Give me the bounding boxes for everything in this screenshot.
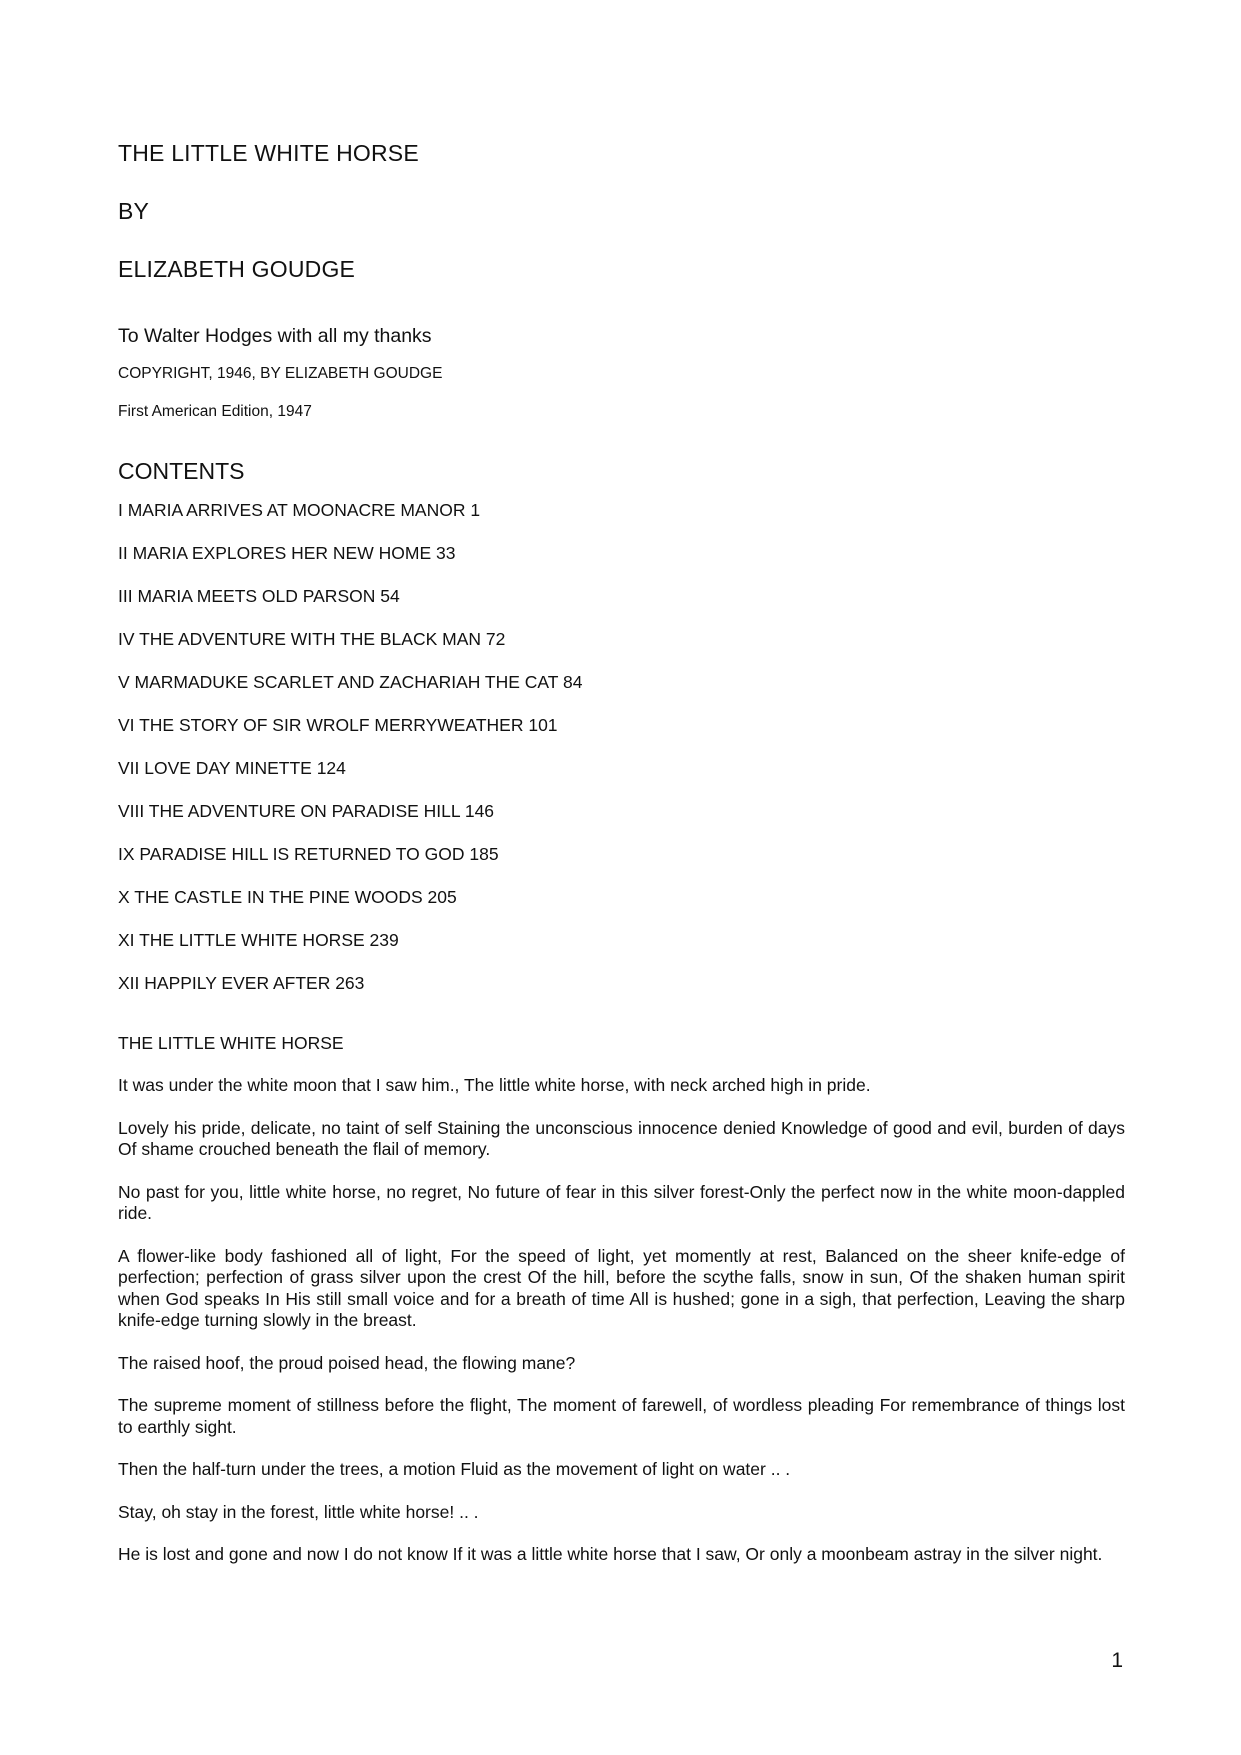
dedication: To Walter Hodges with all my thanks: [118, 325, 432, 347]
poem-stanza: Then the half-turn under the trees, a motion Fluid as the movement of light on water .. .: [118, 1459, 791, 1479]
poem: [118, 1032, 1125, 1566]
contents-entry: I MARIA ARRIVES AT MOONACRE MANOR 1: [118, 500, 481, 520]
contents-heading: CONTENTS: [118, 458, 245, 484]
poem-stanza: The supreme moment of stillness before the flight, The moment of farewell, of wordless pleading For remembrance of things lost to earthly sight.: [118, 1395, 1125, 1437]
contents-entry: XI THE LITTLE WHITE HORSE 239: [118, 930, 399, 950]
contents-entry: XII HAPPILY EVER AFTER 263: [118, 973, 365, 993]
edition-notice: First American Edition, 1947: [118, 403, 312, 420]
contents-entry: II MARIA EXPLORES HER NEW HOME 33: [118, 543, 456, 563]
page-number: 1: [1111, 1649, 1123, 1672]
contents-entry: IX PARADISE HILL IS RETURNED TO GOD 185: [118, 844, 499, 864]
contents-list: [118, 499, 1125, 994]
contents-entry: VIII THE ADVENTURE ON PARADISE HILL 146: [118, 801, 495, 821]
poem-stanza: No past for you, little white horse, no regret, No future of fear in this silver forest-Only the perfect now in the white moon-dappled ride.: [118, 1181, 1125, 1223]
poem-stanza: It was under the white moon that I saw him., The little white horse, with neck arched high in pride.: [118, 1075, 871, 1095]
contents-entry: VI THE STORY OF SIR WROLF MERRYWEATHER 101: [118, 715, 558, 735]
poem-stanza: Stay, oh stay in the forest, little white horse! .. .: [118, 1501, 479, 1522]
table-of-contents: [118, 456, 1125, 994]
poem-stanza: Lovely his pride, delicate, no taint of self Staining the unconscious innocence denied Knowledge of good and evil, burden of days Of shame crouched beneath the flail of memory.: [118, 1117, 1125, 1159]
contents-entry: IV THE ADVENTURE WITH THE BLACK MAN 72: [118, 629, 506, 649]
by-line: BY: [118, 198, 150, 224]
poem-stanza: The raised hoof, the proud poised head, the flowing mane?: [118, 1352, 576, 1373]
poem-stanza: A flower-like body fashioned all of light, For the speed of light, yet momently at rest, Balanced on the sheer knife-edge of perfection; perfection of grass silver upon the crest Of the hill, before the scythe falls, snow in sun, Of the shaken human spirit when God speaks In His still small voice and for a breath of time All is hushed; gone in a sigh, that perfection, Leaving the sharp knife-edge turning slowly in the breast.: [118, 1245, 1125, 1330]
poem-stanza: He is lost and gone and now I do not know If it was a little white horse that I saw, Or only a moonbeam astray in the silver night.: [118, 1544, 1103, 1564]
poem-title: THE LITTLE WHITE HORSE: [118, 1033, 344, 1053]
front-matter: [118, 324, 1125, 422]
title-block: [118, 138, 1125, 284]
author-name: ELIZABETH GOUDGE: [118, 256, 356, 282]
book-title: THE LITTLE WHITE HORSE: [118, 140, 419, 166]
contents-entry: III MARIA MEETS OLD PARSON 54: [118, 586, 400, 606]
contents-entry: V MARMADUKE SCARLET AND ZACHARIAH THE CAT 84: [118, 672, 583, 692]
contents-entry: VII LOVE DAY MINETTE 124: [118, 758, 346, 778]
page-content: [118, 138, 1125, 1587]
contents-entry: X THE CASTLE IN THE PINE WOODS 205: [118, 887, 457, 907]
copyright-notice: COPYRIGHT, 1946, BY ELIZABETH GOUDGE: [118, 365, 443, 382]
